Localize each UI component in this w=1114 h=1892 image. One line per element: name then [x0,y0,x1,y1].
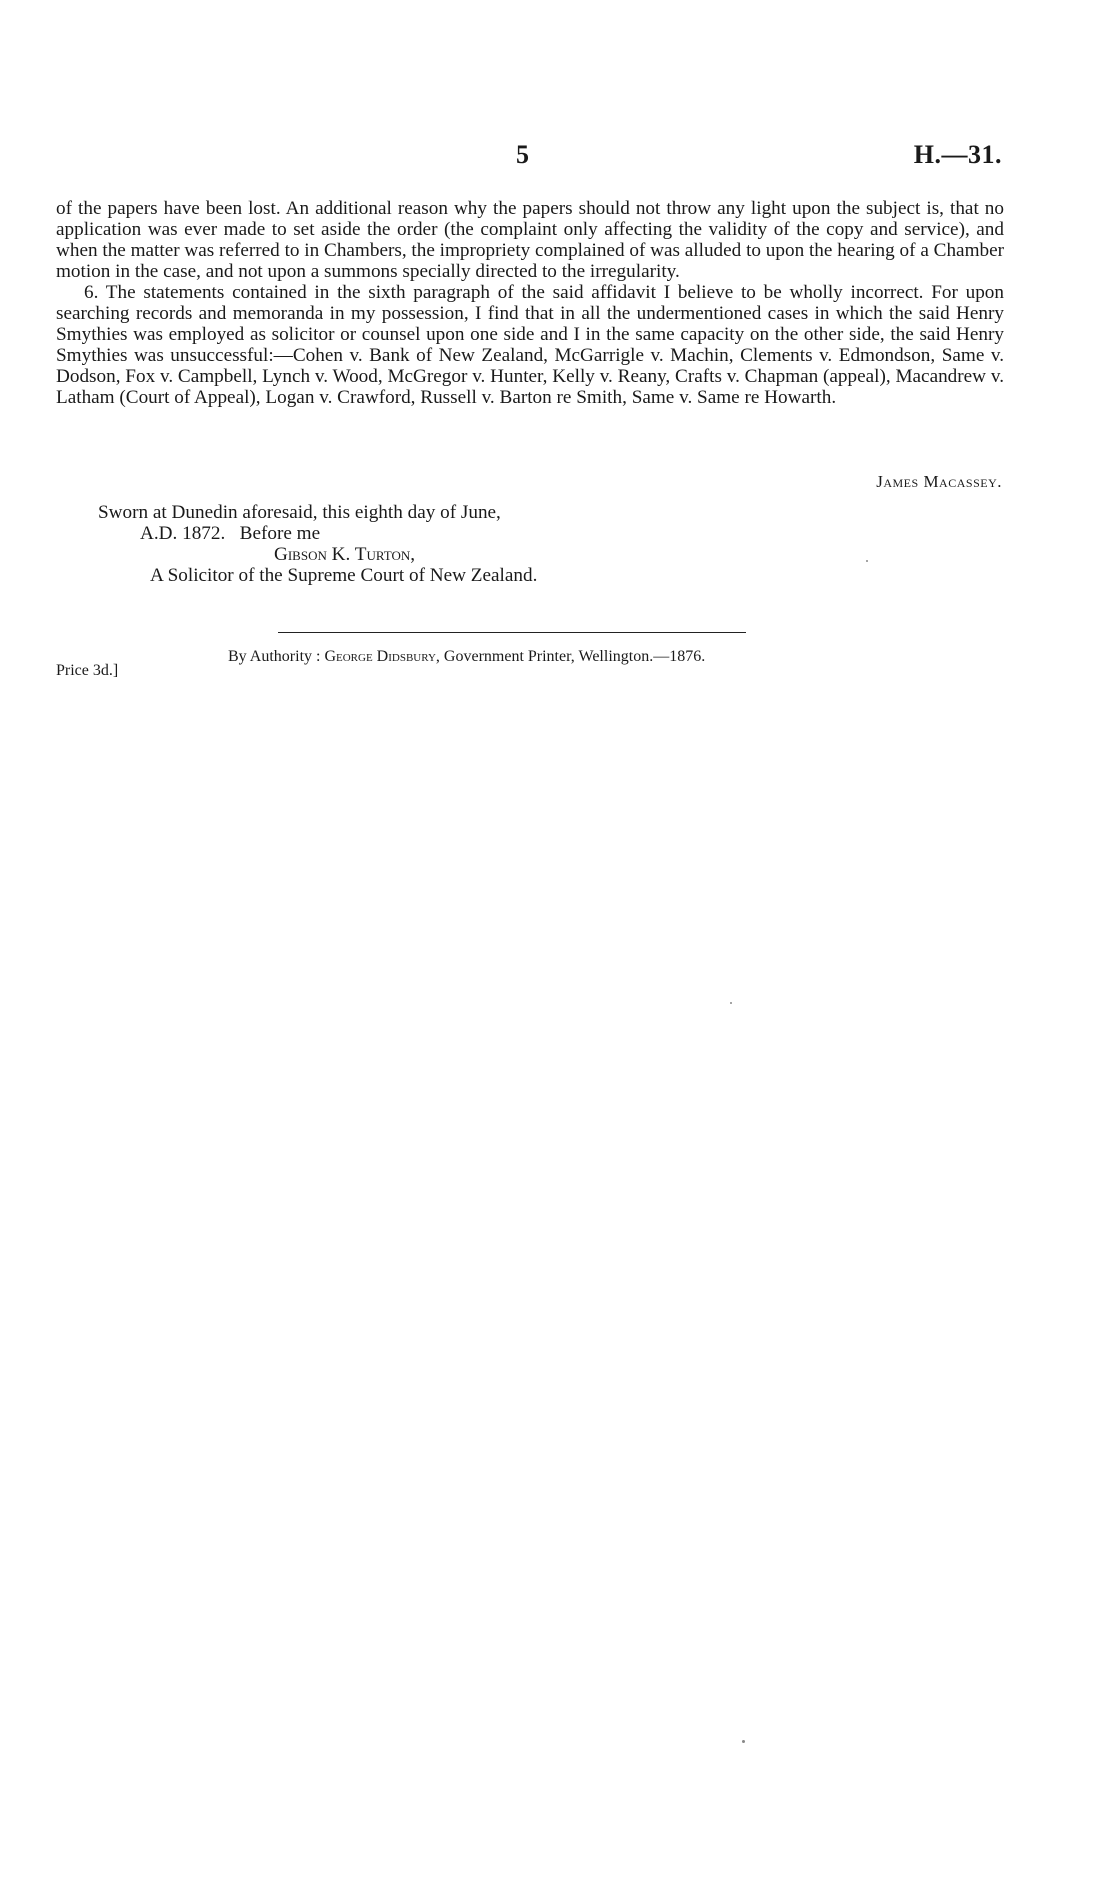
paragraph-6: 6. The statements contained in the sixth paragraph of the said affidavit I believe to be wholly incorrect. For upon searching records and memoranda in my possession, I find that in all the undermentioned cases in which the said Henry Smythies was employed as solicitor or counsel upon one side and I in the same capacity on the other side, the said Henry Smythies was unsuccessful:—Cohen v. Bank of New Zealand, McGarrigle v. Machin, Clements v. Edmondson, Same v. Dodson, Fox v. Campbell, Lynch v. Wood, McGregor v. Hunter, Kelly v. Reany, Crafts v. Chapman (appeal), Macandrew v. Latham (Court of Appeal), Logan v. Crawford, Russell v. Barton re Smith, Same v. Same re Howarth. [56,282,1004,408]
scan-speck [742,1740,745,1743]
footer-rule [278,632,746,633]
imprint-prefix: By Authority : [228,648,325,665]
printer-imprint [228,648,705,666]
imprint-suffix: , Government Printer, Wellington.—1876. [435,648,706,665]
jurat-line-1: Sworn at Dunedin aforesaid, this eighth day of June, [98,502,501,523]
jurat-witness-title: A Solicitor of the Supreme Court of New Zealand. [150,565,538,586]
body-text [56,198,1004,408]
scan-speck [730,1002,732,1004]
jurat-line-2: A.D. 1872. Before me [140,523,321,544]
scan-speck [866,560,868,562]
imprint-printer-name: George Didsbury [324,648,436,665]
price-label: Price 3d.] [56,662,119,679]
document-code: H.—31. [913,140,1002,169]
jurat-witness-name: Gibson K. Turton, [274,544,416,565]
signature: James Macassey. [876,472,1002,491]
page-number: 5 [516,140,529,169]
paragraph-continued: of the papers have been lost. An additional reason why the papers should not throw any light upon the subject is, that no application was ever made to set aside the order (the complaint only affecting the validity of the copy and service), and when the matter was referred to in Chambers, the impropriety complained of was alluded to upon the hearing of a Chamber motion in the case, and not upon a summons specially directed to the irregularity. [56,198,1004,282]
